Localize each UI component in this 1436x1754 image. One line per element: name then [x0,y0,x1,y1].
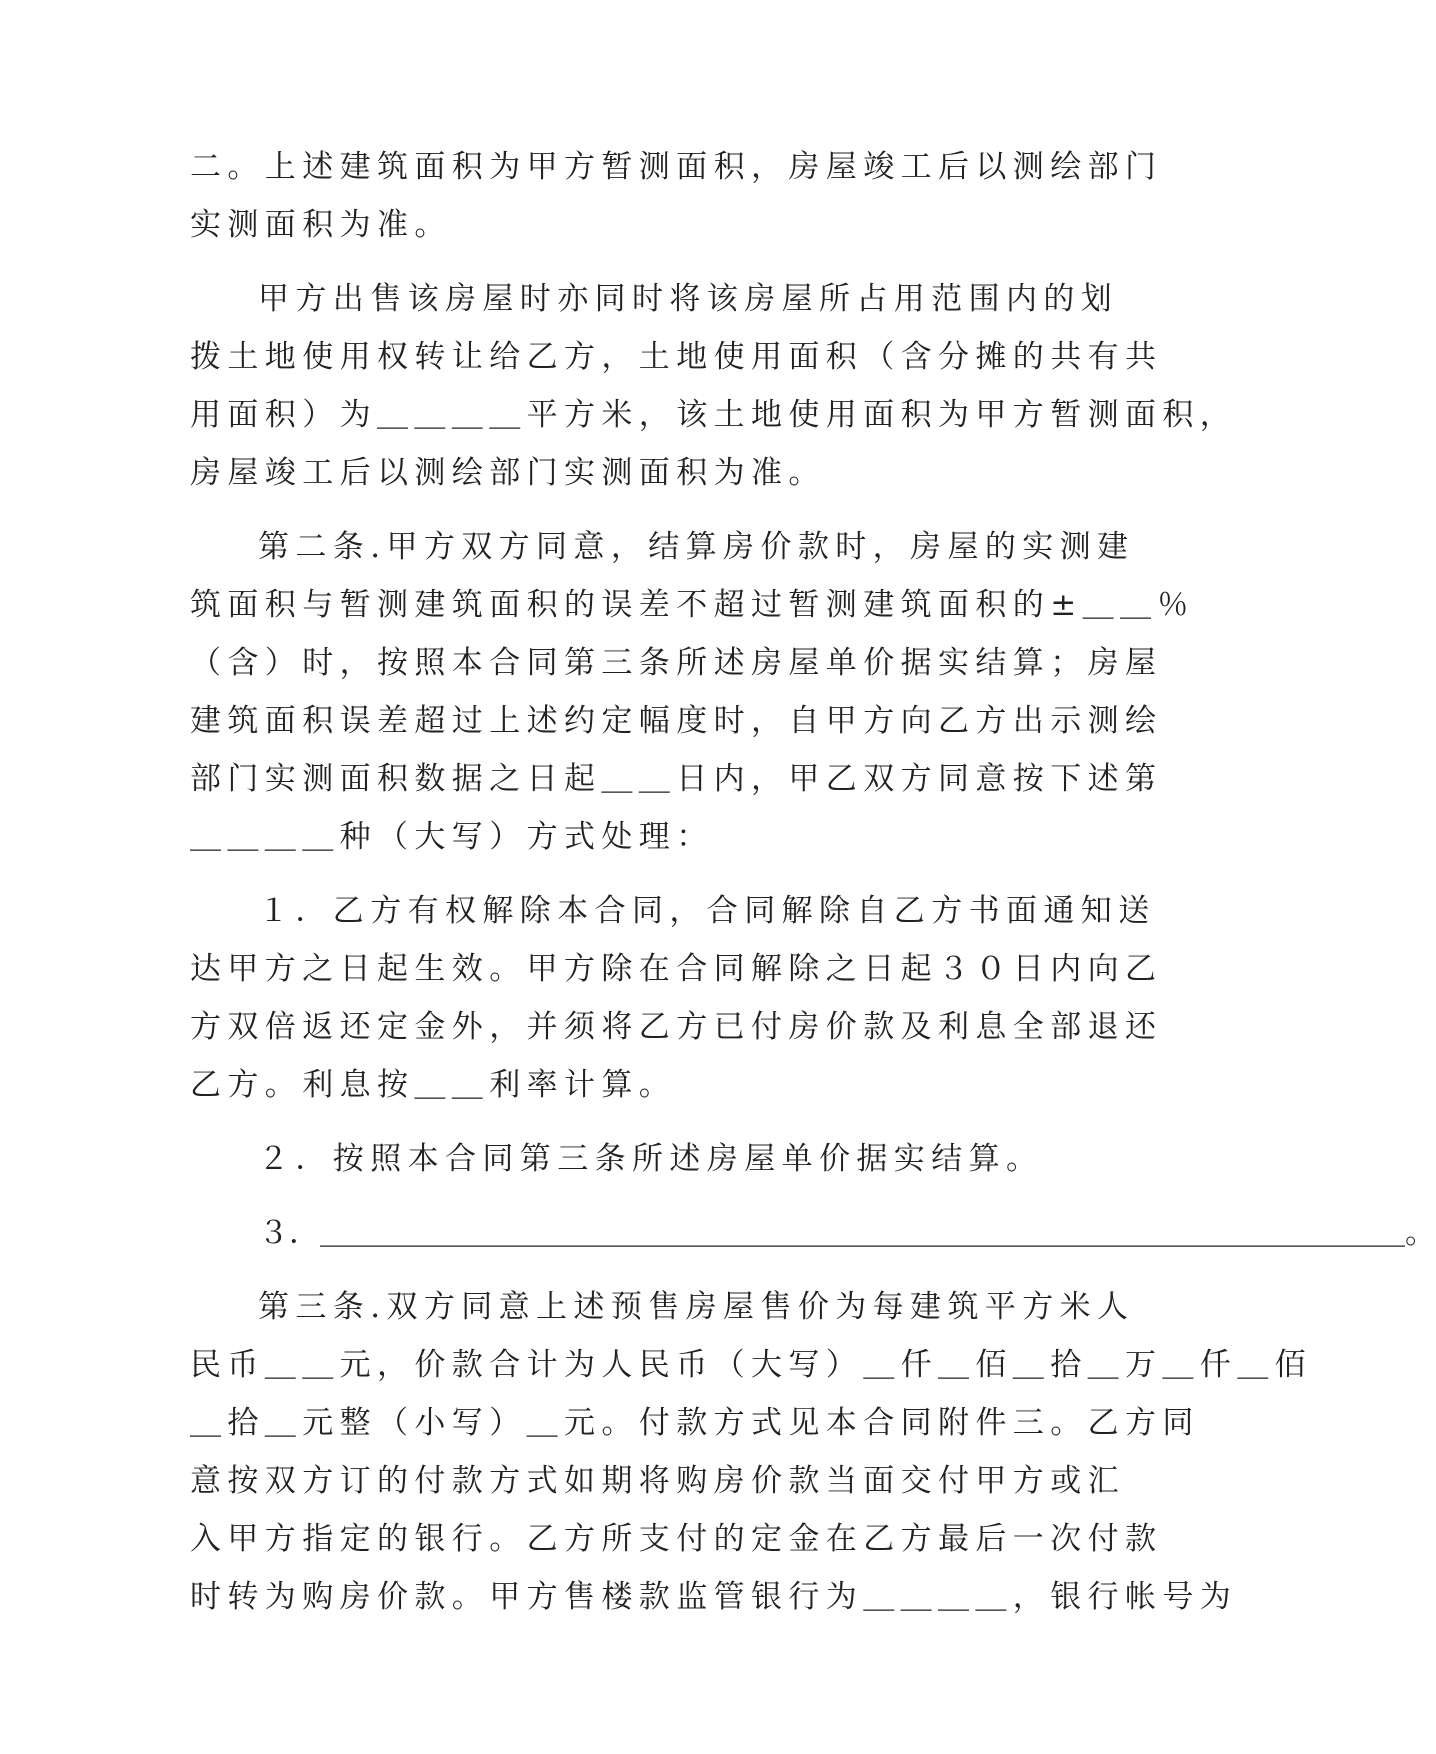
text-line: （含）时，按照本合同第三条所述房屋单价据实结算；房屋 [190,645,1163,681]
text-line: 建筑面积误差超过上述约定幅度时，自甲方向乙方出示测绘 [190,703,1163,739]
text-line: 二。上述建筑面积为甲方暂测面积，房屋竣工后以测绘部门 [190,149,1163,185]
text-line: 甲方出售该房屋时亦同时将该房屋所占用范围内的划 [258,281,1119,317]
text-line: 方双倍返还定金外，并须将乙方已付房价款及利息全部退还 [190,1009,1163,1045]
text-line: ＿拾＿元整（小写）＿元。付款方式见本合同附件三。乙方同 [190,1405,1200,1441]
text-line: 民币＿＿元，价款合计为人民币（大写）＿仟＿佰＿拾＿万＿仟＿佰 [190,1347,1312,1383]
text-line: 部门实测面积数据之日起＿＿日内，甲乙双方同意按下述第 [190,761,1163,797]
text-line: 乙方。利息按＿＿利率计算。 [190,1067,677,1103]
text-line: 第三条.双方同意上述预售房屋售价为每建筑平方米人 [258,1289,1135,1325]
text-line: ＿＿＿＿种（大写）方式处理： [190,819,714,855]
text-line: 第二条.甲方双方同意，结算房价款时，房屋的实测建 [258,529,1135,565]
text-line: 实测面积为准。 [190,207,452,243]
text-line: 时转为购房价款。甲方售楼款监管银行为＿＿＿＿，银行帐号为 [190,1579,1238,1615]
text-line: 拨土地使用权转让给乙方，土地使用面积（含分摊的共有共 [190,339,1163,375]
text-line: 筑面积与暂测建筑面积的误差不超过暂测建筑面积的±＿＿％ [190,587,1195,623]
text-line: １．乙方有权解除本合同，合同解除自乙方书面通知送 [258,893,1156,929]
text-line: 用面积）为＿＿＿＿平方米，该土地使用面积为甲方暂测面积， [190,397,1238,433]
text-line: ２．按照本合同第三条所述房屋单价据实结算。 [258,1141,1044,1177]
text-line: 入甲方指定的银行。乙方所支付的定金在乙方最后一次付款 [190,1521,1163,1557]
text-line: 房屋竣工后以测绘部门实测面积为准。 [190,455,826,491]
text-line: ３．＿＿＿＿＿＿＿＿＿＿＿＿＿＿＿＿＿＿＿＿＿＿＿＿＿＿＿＿＿＿＿＿＿＿＿。 [258,1215,1436,1251]
text-line: 意按双方订的付款方式如期将购房价款当面交付甲方或汇 [190,1463,1125,1499]
text-line: 达甲方之日起生效。甲方除在合同解除之日起３０日内向乙 [190,951,1163,987]
